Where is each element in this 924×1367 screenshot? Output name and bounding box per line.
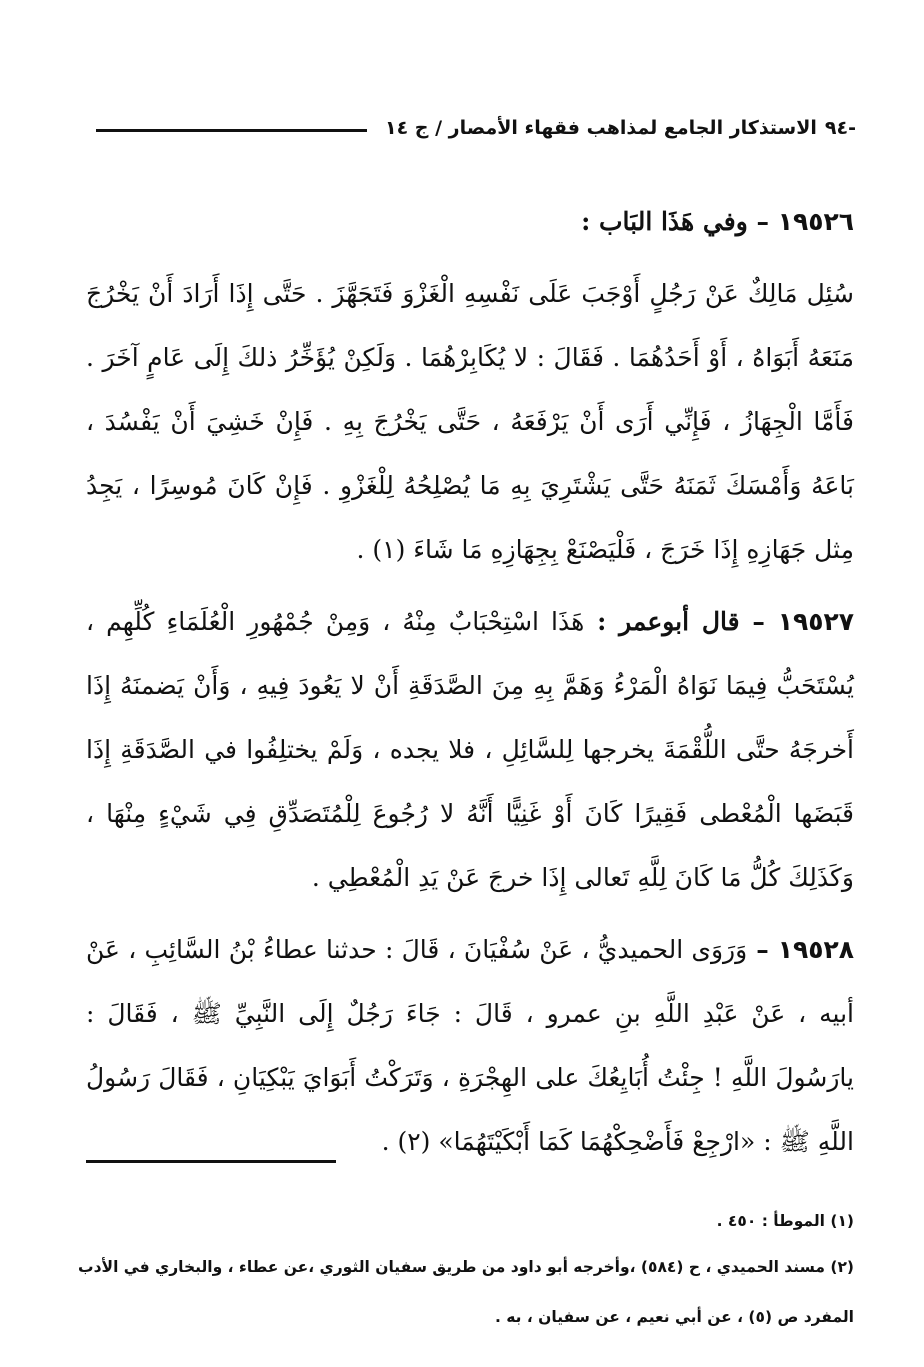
- paragraph-text: سُئِل مَالِكٌ عَنْ رَجُلٍ أَوْجَبَ عَلَى نَفْسِهِ الْغَزْوَ فَتَجَهَّزَ . حَتَّى إِذَا أَرَادَ أَنْ يَخْرُجَ مَنَعَهُ أَبَوَاهُ ، أَوْ أَحَدُهُمَا . فَقَالَ : لا يُكَابِرْهُمَا . وَلَكِنْ يُؤَخِّرُ ذلكَ إِلَى عَامٍ آخَرَ . فَأَمَّا الْجِهَازُ ، فَإِنِّي أَرَى أَنْ يَرْفَعَهُ ، حَتَّى يَخْرُجَ بِهِ . فَإِنْ خَشِيَ أَنْ يَفْسُدَ ، بَاعَهُ وَأَمْسَكَ ثَمَنَهُ حَتَّى يَشْتَرِيَ بِهِ مَا يُصْلِحُهُ لِلْغَزْوِ . فَإِنْ كَانَ مُوسِرًا ، يَجِدُ مِثل جَهَازِهِ إِذَا خَرَجَ ، فَلْيَصْنَعْ بِجِهَازِهِ مَا شَاءَ (١) .: [86, 279, 854, 564]
- footnotes: [70, 1200, 854, 1342]
- footnote-1: (١) الموطأ : ٤٥٠ .: [716, 1212, 854, 1230]
- paragraph-text: وَرَوَى الحميديُّ ، عَنْ سُفْيَانَ ، قَالَ : حدثنا عطاءُ بْنُ السَّائِبِ ، عَنْ أبيه ، عَنْ عَبْدِ اللَّهِ بنِ عمرو ، قَالَ : جَاءَ رَجُلٌ إِلَى النَّبِيِّ ﷺ ، فَقَالَ : يارَسُولَ اللَّهِ ! جِئْتُ أُبَايِعُكَ على الهِجْرَةِ ، وَتَرَكْتُ أَبَوَايَ يَبْكِيَانِ ، فَقَالَ رَسُولُ اللَّهِ ﷺ : «ارْجِعْ فَأَضْحِكْهُمَا كَمَا أَبْكَيْتَهُمَا» (٢) .: [86, 935, 854, 1156]
- paragraph-19528: [86, 918, 854, 1174]
- paragraph-lead: – قال أبوعمر :: [584, 607, 778, 636]
- paragraph-number: ١٩٥٢٧: [777, 607, 854, 636]
- paragraph-lead: – وفي هَذَا البَاب :: [581, 207, 778, 236]
- footnote-2: (٢) مسند الحميدي ، ح (٥٨٤) ،وأخرجه أبو داود من طريق سفيان الثوري ،عن عطاء ، والبخاري في الأدب المفرد ص (٥) ، عن أبي نعيم ، عن سفيان ، به .: [78, 1258, 854, 1326]
- running-header: [96, 108, 856, 148]
- paragraph-number: ١٩٥٢٨: [777, 935, 854, 964]
- page-number: -٩٤: [824, 117, 856, 139]
- paragraph-19526: [86, 190, 854, 254]
- paragraph-malik: [86, 262, 854, 582]
- paragraph-text: هَذَا اسْتِحْبَابٌ مِنْهُ ، وَمِنْ جُمْهُورِ الْعُلَمَاءِ كُلِّهِم ، يُسْتَحَبُّ فِيمَا نَوَاهُ الْمَرْءُ وَهَمَّ بِهِ مِنَ الصَّدَقَةِ أَنْ لا يَعُودَ فِيهِ ، وَأَنْ يَضمنَهُ إِذَا أَخرجَهُ حتَّى اللُّقْمَةَ يخرجها لِلسَّائِلِ ، فلا يجده ، وَلَمْ يختلِفُوا في الصَّدَقَةِ إِذَا قَبَضَها الْمُعْطى فَقِيرًا كَانَ أَوْ غَنِيًّا أَنَّهُ لا رُجُوعَ لِلْمُتَصَدِّقِ فِي شَيْءٍ مِنْهَا ، وَكَذَلِكَ كُلُّ مَا كَانَ لِلَّهِ تَعالى إِذَا خرجَ عَنْ يَدِ الْمُعْطِي .: [86, 607, 854, 892]
- running-title: الاستذكار الجامع لمذاهب فقهاء الأمصار / ج ١٤: [384, 117, 817, 139]
- main-text: [86, 190, 854, 1182]
- footnote-separator: [86, 1160, 336, 1163]
- paragraph-19527: [86, 590, 854, 910]
- paragraph-lead: –: [747, 935, 778, 964]
- paragraph-number: ١٩٥٢٦: [777, 207, 854, 236]
- header-rule: [96, 129, 367, 132]
